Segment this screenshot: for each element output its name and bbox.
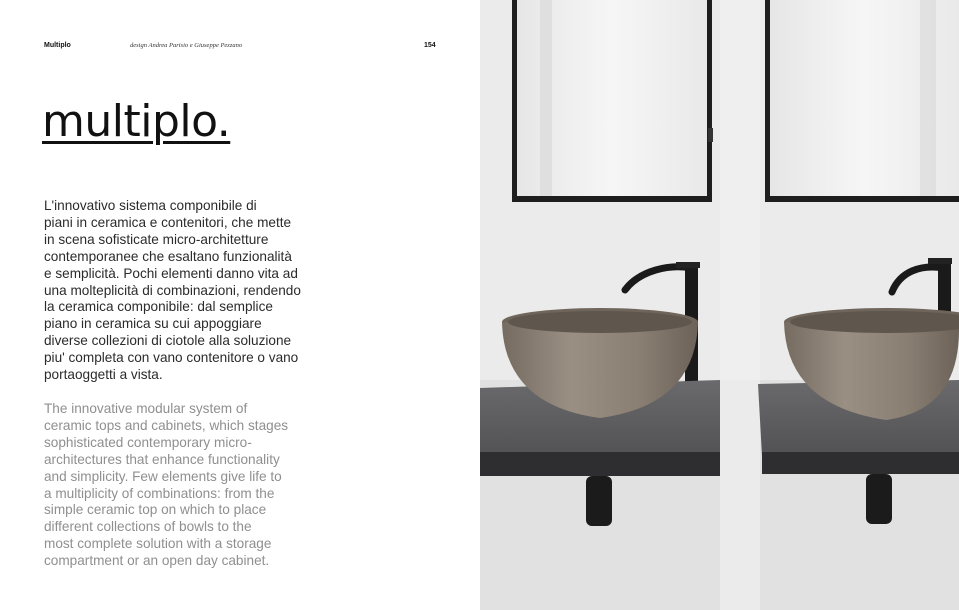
page-title: multiplo. [42, 96, 231, 147]
header-design-credit: design Andrea Parisio e Giuseppe Pezzano [130, 42, 243, 49]
mirror-left [512, 0, 713, 202]
product-photo [480, 0, 959, 610]
description-english: The innovative modular system of ceramic tops and cabinets, which stages sophisticated contemporary micro- architectures that enhance functionality and simplicity. Few elements give life to a multiplicity of combinations: from the simple ceramic top on which to place different collections of bowls to the most complete solution with a storage compartment or an open day cabinet. [44, 401, 289, 569]
description-italian: L'innovativo sistema componibile di piani in ceramica e contenitori, che mette in scena sofisticate micro-architetture contemporanee che esaltano funzionalità e semplicità. Pochi elementi danno vita ad una molteplicità di combinazioni, rendendo la ceramica componibile: dal semplice piano in ceramica su cui appoggiare diverse collezioni di ciotole alla soluzione piu' completa con vano contenitore o vano portaoggetti a vista. [44, 198, 301, 383]
washbasin-illustration [480, 0, 959, 610]
mirror-right [765, 0, 959, 202]
header-page-number: 154 [424, 42, 436, 49]
header-brand: Multiplo [44, 42, 71, 49]
